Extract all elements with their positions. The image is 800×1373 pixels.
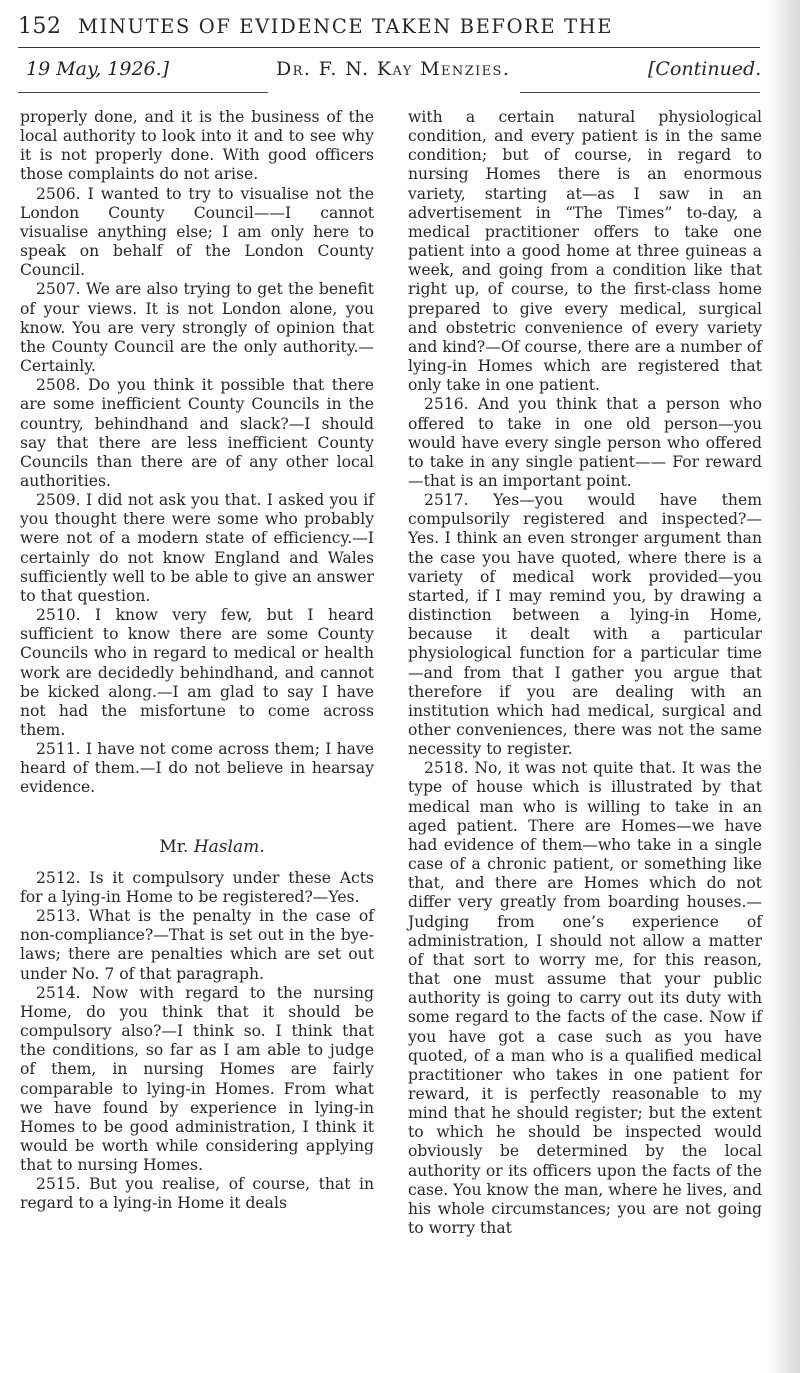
session-date: 19 May, 1926.] — [26, 58, 170, 80]
speaker-heading — [20, 838, 374, 857]
speaker-prefix: Mr. — [159, 836, 189, 857]
running-title: MINUTES OF EVIDENCE TAKEN BEFORE THE — [78, 15, 614, 38]
paragraph: properly done, and it is the business of the local authority to look into it and to see why it is not properly done. With good officers those complaints do not arise. — [20, 108, 374, 184]
subheader — [18, 58, 760, 86]
paragraph-2508: 2508. Do you think it possible that there are some inefficient County Councils in the country, behindhand and slack?—I should say that there are less inefficient County Councils than there are of any other local authorities. — [20, 376, 374, 490]
paragraph-2516: 2516. And you think that a person who offered to take in one old person—you would have every single person who offered to take in any single patient—— For reward—that is an important point. — [408, 395, 762, 490]
subheader-rule-left — [18, 92, 268, 93]
witness-name: Dr. F. N. Kay Menzies. — [276, 58, 511, 80]
paragraph: with a certain natural physiological condition, and every patient is in the same condition; but of course, in regard to nursing Homes there is an enormous variety, starting at—as I saw in an advertisement in “The Times” to-day, a medical practitioner offers to take one patient into a good home at three guineas a week, and going from a condition like that right up, of course, to the first-class home prepared to give every medical, surgical and obstetric convenience of every variety and kind?—Of course, there are a number of lying-in Homes which are registered that only take in one patient. — [408, 108, 762, 395]
paragraph-2510: 2510. I know very few, but I heard sufficient to know there are some County Councils who in regard to medical or health work are decidedly behindhand, and cannot be kicked along.—I am glad to say I have not had the misfortune to come across them. — [20, 606, 374, 739]
subheader-rule-right — [520, 92, 760, 93]
continued-label: [Continued. — [648, 58, 762, 80]
paragraph-2517: 2517. Yes—you would have them compulsorily registered and inspected?—Yes. I think an even stronger argument than the case you have quoted, where there is a variety of medical work provided—you started, if I may remind you, by drawing a distinction between a lying-in Home, because it dealt with a particular physiological function for a particular time—and from that I gather you argue that therefore if you are dealing with an institution which had medical, surgical and other conveniences, there was not the same necessity to register. — [408, 491, 762, 759]
page-number: 152 — [18, 14, 62, 39]
paragraph-2507: 2507. We are also trying to get the benefit of your views. It is not London alone, you know. You are very strongly of opinion that the County Council are the only authority.—Certainly. — [20, 280, 374, 376]
paragraph-2518: 2518. No, it was not quite that. It was the type of house which is illustrated by that medical man who is willing to take in an aged patient. There are Homes—we have had evidence of them—who take in a single case of a chronic patient, or something like that, and there are Homes which do not differ very greatly from boarding houses.—Judging from one’s experience of administration, I should not allow a matter of that sort to worry me, for this reason, that one must assume that your public authority is going to carry out its duty with some regard to the facts of the case. Now if you have got a case such as you have quoted, of a man who is a qualified medical practitioner who takes in one patient for reward, it is perfectly reasonable to my mind that he should register; but the extent to which he should be inspected would obviously be determined by the local authority or its officers upon the facts of the case. You know the man, where he lives, and his whole circumstances; you are not going to worry that — [408, 759, 762, 1238]
paragraph-2514: 2514. Now with regard to the nursing Home, do you think that it should be compulsory also?—I think so. I think that the conditions, so far as I am able to judge of them, in nursing Homes are fairly comparable to lying-in Homes. From what we have found by experience in lying-in Homes to be good administration, I think it would be worth while considering applying that to nursing Homes. — [20, 983, 374, 1175]
left-column — [20, 108, 374, 1358]
right-column — [408, 108, 762, 1358]
paragraph-2513: 2513. What is the penalty in the case of non-compliance?—That is set out in the bye-laws; there are penalties which are set out under No. 7 of that paragraph. — [20, 907, 374, 983]
speaker-name: Haslam. — [193, 836, 265, 857]
header-rule — [18, 47, 760, 48]
paragraph-2506: 2506. I wanted to try to visualise not the London County Council——I cannot visualise anything else; I am only here to speak on behalf of the London County Council. — [20, 184, 374, 280]
running-header — [18, 14, 760, 42]
page-edge-shadow — [766, 0, 800, 1373]
paragraph-2511: 2511. I have not come across them; I have heard of them.—I do not believe in hearsay evidence. — [20, 740, 374, 797]
paragraph-2512: 2512. Is it compulsory under these Acts for a lying-in Home to be registered?—Yes. — [20, 868, 374, 906]
paragraph-2509: 2509. I did not ask you that. I asked you if you thought there were some who probably were not of a modern state of efficiency.—I certainly do not know England and Wales sufficiently well to be able to give an answer to that question. — [20, 491, 374, 605]
paragraph-2515: 2515. But you realise, of course, that in regard to a lying-in Home it deals — [20, 1175, 374, 1213]
